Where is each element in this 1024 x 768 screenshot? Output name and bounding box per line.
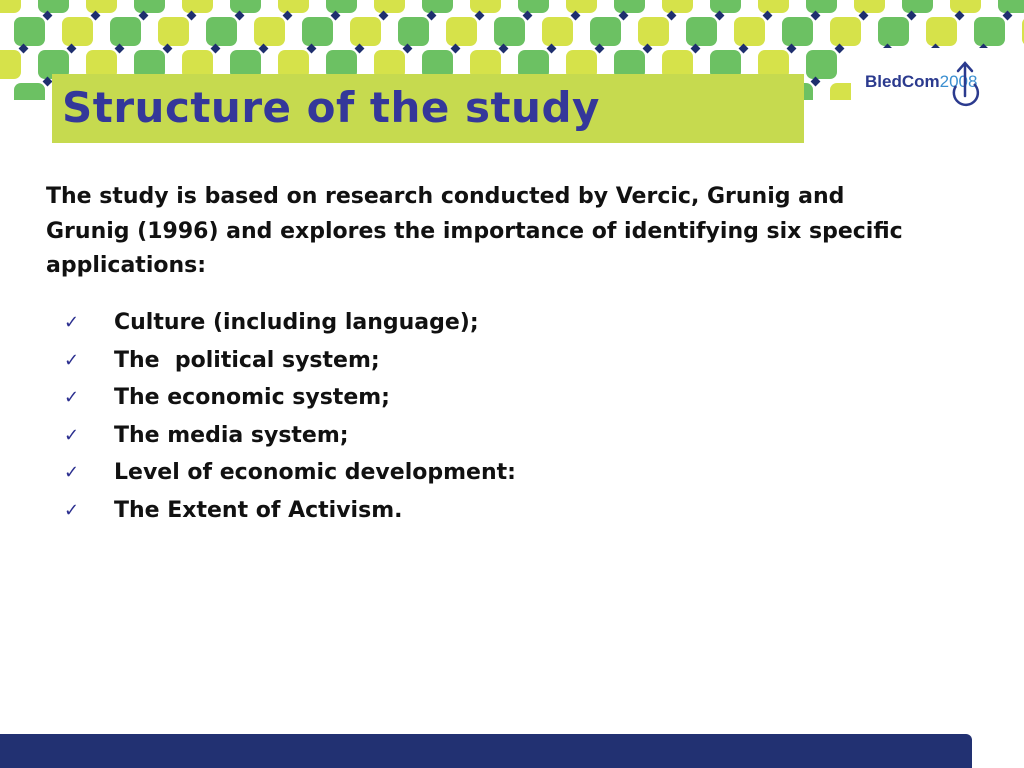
pattern-tile xyxy=(902,0,933,13)
pattern-tile xyxy=(542,17,573,46)
pattern-tile xyxy=(206,17,237,46)
pattern-tile xyxy=(998,0,1024,13)
list-item xyxy=(64,304,516,342)
pattern-tile xyxy=(446,17,477,46)
pattern-tile xyxy=(950,0,981,13)
pattern-tile xyxy=(422,0,453,13)
check-icon: ✓ xyxy=(64,424,80,446)
pattern-tile xyxy=(830,17,861,46)
slide-title: Structure of the study xyxy=(62,83,600,132)
pattern-tile xyxy=(14,83,45,100)
pattern-tile xyxy=(254,17,285,46)
list-item-text: Culture (including language); xyxy=(114,310,479,336)
pattern-tile xyxy=(686,17,717,46)
logo-year: 2008 xyxy=(939,72,978,91)
pattern-tile xyxy=(86,0,117,13)
pattern-tile xyxy=(854,0,885,13)
pattern-tile xyxy=(734,17,765,46)
pattern-tile xyxy=(590,17,621,46)
pattern-tile xyxy=(494,17,525,46)
list-item xyxy=(64,417,516,455)
logo-name: BledCom xyxy=(865,72,940,91)
list-item xyxy=(64,342,516,380)
pattern-tile xyxy=(758,0,789,13)
check-icon: ✓ xyxy=(64,499,80,521)
applications-list xyxy=(64,304,516,529)
pattern-tile xyxy=(62,17,93,46)
pattern-tile xyxy=(0,0,21,13)
pattern-tile xyxy=(326,0,357,13)
pattern-tile xyxy=(806,0,837,13)
intro-paragraph: The study is based on research conducted by Vercic, Grunig and Grunig (1996) and explores the importance of identifying six specific applications: xyxy=(46,184,903,278)
footer-bar xyxy=(0,734,972,768)
arrow-up-circle-icon xyxy=(948,56,982,108)
list-item xyxy=(64,379,516,417)
pattern-tile xyxy=(878,17,909,46)
pattern-tile xyxy=(566,0,597,13)
pattern-tile xyxy=(110,17,141,46)
check-icon: ✓ xyxy=(64,387,80,409)
pattern-tile xyxy=(278,0,309,13)
pattern-tile xyxy=(302,17,333,46)
check-icon: ✓ xyxy=(64,462,80,484)
check-icon: ✓ xyxy=(64,349,80,371)
pattern-tile xyxy=(518,0,549,13)
pattern-tile xyxy=(614,0,645,13)
pattern-tile xyxy=(38,0,69,13)
pattern-tile xyxy=(782,17,813,46)
logo-area xyxy=(851,48,1024,130)
list-item-text: The Extent of Activism. xyxy=(114,497,403,523)
list-item-text: The media system; xyxy=(114,422,349,448)
pattern-tile xyxy=(638,17,669,46)
list-item-text: The economic system; xyxy=(114,385,390,411)
pattern-tile xyxy=(374,0,405,13)
list-item xyxy=(64,454,516,492)
pattern-tile xyxy=(158,17,189,46)
check-icon: ✓ xyxy=(64,312,80,334)
pattern-tile xyxy=(806,50,837,79)
pattern-tile xyxy=(182,0,213,13)
list-item-text: Level of economic development: xyxy=(114,460,516,486)
pattern-tile xyxy=(14,17,45,46)
pattern-tile xyxy=(350,17,381,46)
pattern-tile xyxy=(230,0,261,13)
pattern-tile xyxy=(0,50,21,79)
pattern-tile xyxy=(398,17,429,46)
pattern-tile xyxy=(662,0,693,13)
pattern-tile xyxy=(710,0,741,13)
list-item-text: The political system; xyxy=(114,347,380,373)
pattern-tile xyxy=(926,17,957,46)
pattern-tile xyxy=(134,0,165,13)
pattern-tile xyxy=(974,17,1005,46)
list-item xyxy=(64,492,516,530)
pattern-tile xyxy=(470,0,501,13)
